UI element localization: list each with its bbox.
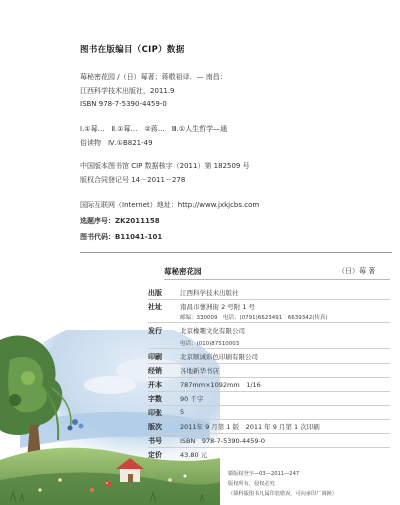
cip-line-cip-number: 中国版本图书馆 CIP 数据核字（2011）第 182509 号 — [80, 162, 250, 170]
cip-heading: 图书在版编目（CIP）数据 — [80, 45, 185, 55]
edition-value: 2011年 9 月第 1 版 2011 年 9 月第 1 次印刷 — [180, 423, 320, 431]
publisher-value: 江西科学技术出版社 — [180, 289, 239, 297]
printer-label: 印刷 — [148, 353, 162, 361]
row-rule — [148, 433, 390, 434]
printing-error-notice: （赣科版图书凡属印装错误，可向承印厂调换） — [228, 491, 337, 497]
isbn-label: 书号 — [148, 437, 162, 445]
cip-line-title: 莓秘密花园 /（日）莓著；蒋敬祖译．— 南昌： — [80, 73, 227, 81]
row-rule — [148, 419, 390, 420]
row-rule — [148, 322, 390, 323]
title-rule — [164, 279, 390, 280]
cip-line-contract: 版权合同登记号 14－2011－278 — [80, 176, 186, 184]
address-label: 社址 — [148, 303, 162, 311]
words-value: 90 千字 — [180, 395, 204, 403]
row-rule — [148, 447, 390, 448]
edition-label: 版次 — [148, 423, 162, 431]
row-rule — [148, 377, 390, 378]
format-label: 开本 — [148, 381, 162, 389]
row-rule — [148, 299, 390, 300]
price-label: 定价 — [148, 451, 162, 459]
words-label: 字数 — [148, 395, 162, 403]
cip-line-book-code: 图书代码：B11041-101 — [80, 233, 163, 241]
sheets-value: 5 — [180, 408, 185, 416]
row-rule — [148, 363, 390, 364]
cip-line-isbn: ISBN 978-7-5390-4459-0 — [80, 100, 167, 108]
address-contact: 邮编：330009 电话：(0791)6623491 6639342(传真) — [180, 315, 328, 321]
planner-label: 发行 — [148, 327, 162, 335]
publisher-label: 出版 — [148, 289, 162, 297]
cip-line-topic-number: 选题序号：ZK2011158 — [80, 217, 160, 225]
distributor-value: 各地新华书店 — [180, 367, 219, 375]
cip-line-subject: Ⅰ.①莓… Ⅱ.①莓… ②蒋… Ⅲ.①人生哲学—通 — [80, 125, 228, 133]
printer-value: 北京顺诚彩色印刷有限公司 — [180, 353, 258, 361]
address-value: 南昌市蓼洲街 2 号附 1 号 — [180, 303, 256, 311]
copyright-registration: 赣版权登字—03—2011—247 — [228, 471, 300, 477]
row-rule — [148, 391, 390, 392]
format-value: 787mm×1092mm 1/16 — [180, 381, 261, 389]
planner-value: 北京橡趣文化有限公司 — [180, 327, 245, 335]
row-rule — [148, 405, 390, 406]
copyright-notice: 版权所有，侵权必究 — [228, 481, 275, 487]
cip-line-publisher: 江西科学技术出版社，2011.9 — [80, 87, 175, 95]
cip-line-website: 国际互联网（Internet）地址：http://www.jxkjcbs.com — [80, 201, 260, 209]
cip-line-classification: 俗读物 Ⅳ.①B821-49 — [80, 139, 153, 147]
planner-phone: 电话：(010)87510003 — [180, 341, 240, 347]
price-value: 43.80 元 — [180, 451, 208, 459]
distributor-label: 经销 — [148, 367, 162, 375]
book-author: （日）莓 著 — [338, 267, 376, 275]
row-rule — [148, 348, 390, 349]
book-title: 莓秘密花园 — [164, 267, 202, 276]
isbn-value: ISBN 978-7-5390-4459-0 — [180, 437, 266, 445]
sheets-label: 印张 — [148, 409, 162, 417]
section-divider — [80, 252, 392, 253]
